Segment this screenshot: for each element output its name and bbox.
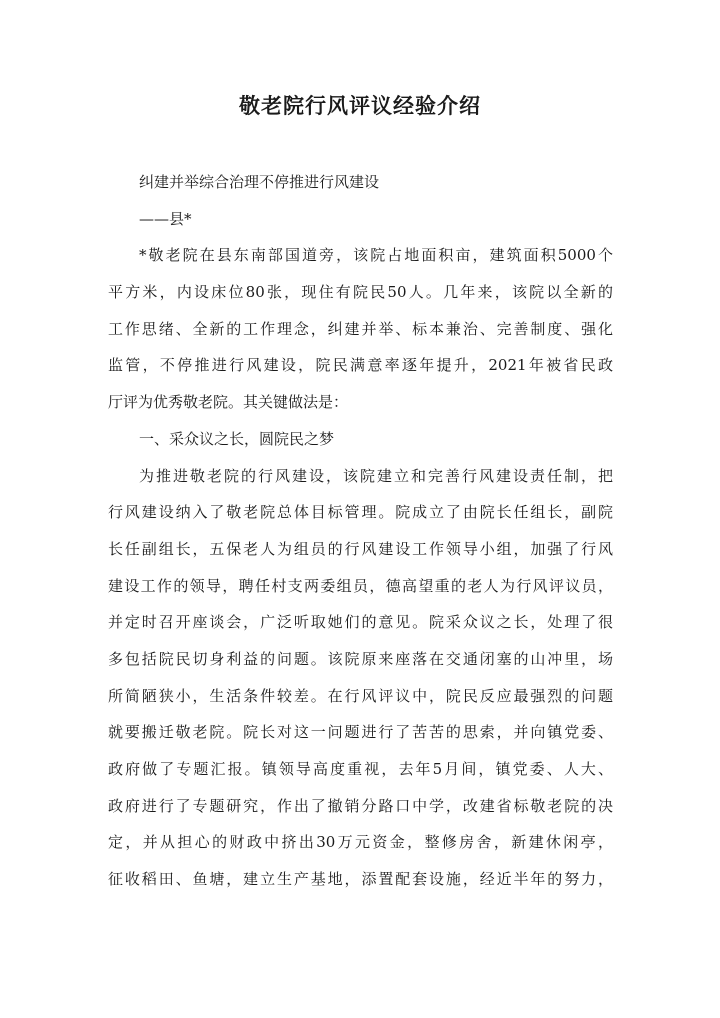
paragraph-line: 定，并从担心的财政中挤出30万元资金，整修房舍，新建休闲亭， bbox=[108, 833, 613, 852]
paragraph-line: 政府做了专题汇报。镇领导高度重视，去年5月间，镇党委、人大、 bbox=[108, 760, 613, 778]
paragraph-line: ——县* bbox=[139, 209, 192, 228]
paragraph-line: 监管，不停推进行风建设，院民满意率逐年提升，2021年被省民政 bbox=[108, 356, 613, 375]
document-title: 敬老院行风评议经验介绍 bbox=[239, 93, 481, 118]
paragraph-line: 所简陋狭小，生活条件较差。在行风评议中，院民反应最强烈的问题 bbox=[108, 686, 613, 705]
document-body bbox=[108, 164, 613, 898]
paragraph-line: 为推进敬老院的行风建设，该院建立和完善行风建设责任制，把 bbox=[139, 466, 613, 485]
paragraph-line: 建设工作的领导，聘任村支两委组员，德高望重的老人为行风评议员， bbox=[108, 576, 613, 595]
paragraph-line: 工作思绪、全新的工作理念，纠建并举、标本兼治、完善制度、强化 bbox=[108, 319, 613, 338]
paragraph-line: 政府进行了专题研究，作出了撤销分路口中学，改建省标敬老院的决 bbox=[108, 796, 613, 815]
paragraph-line: 平方米，内设床位80张，现住有院民50人。几年来，该院以全新的 bbox=[108, 283, 613, 302]
paragraph-line: 一、采众议之长，圆院民之梦 bbox=[139, 429, 335, 448]
paragraph-line: 征收稻田、鱼塘，建立生产基地，添置配套设施，经近半年的努力， bbox=[108, 870, 613, 889]
paragraph-line: 厅评为优秀敬老院。其关键做法是： bbox=[108, 393, 349, 412]
paragraph-line: 多包括院民切身利益的问题。该院原来座落在交通闭塞的山冲里，场 bbox=[108, 649, 613, 668]
paragraph-line: 纠建并举综合治理不停推进行风建设 bbox=[139, 173, 380, 191]
paragraph-line: 长任副组长，五保老人为组员的行风建设工作领导小组，加强了行风 bbox=[108, 539, 613, 558]
paragraph-line: *敬老院在县东南部国道旁，该院占地面积亩，建筑面积5000个 bbox=[139, 246, 613, 265]
paragraph-line: 行风建设纳入了敬老院总体目标管理。院成立了由院长任组长，副院 bbox=[108, 503, 613, 522]
paragraph-line: 就要搬迁敬老院。院长对这一问题进行了苦苦的思索，并向镇党委、 bbox=[108, 723, 613, 742]
paragraph-line: 并定时召开座谈会，广泛听取她们的意见。院采众议之长，处理了很 bbox=[108, 613, 613, 632]
